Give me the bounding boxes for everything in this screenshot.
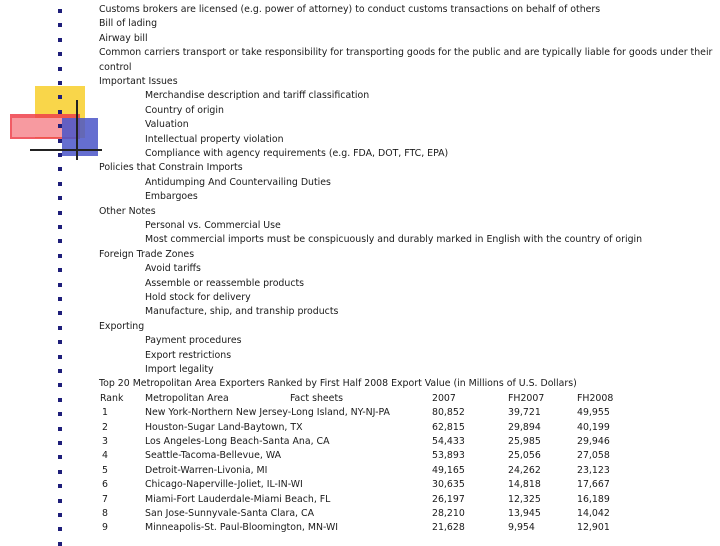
table-cell: 12,901 [577, 522, 610, 534]
item-text: Top 20 Metropolitan Area Exporters Ranked by First Half 2008 Export Value (in Millions of U.S. Dollars) [99, 378, 577, 390]
table-cell: 14,042 [577, 508, 610, 519]
table-cell: 24,262 [508, 464, 541, 476]
table-cell: 16,189 [577, 493, 610, 505]
table-cell: 49,955 [577, 407, 610, 419]
sub-item-text: Avoid tariffs [145, 263, 201, 275]
bullet-icon [58, 484, 62, 488]
bullet-icon [58, 369, 62, 373]
bullet-icon [58, 297, 62, 301]
table-cell: 26,197 [432, 493, 465, 505]
sub-item-text: Most commercial imports must be conspicuously and durably marked in English with the country of origin [145, 234, 643, 246]
table-cell: 2 [102, 421, 108, 433]
table-cell: 4 [102, 450, 108, 462]
sub-item-text: Personal vs. Commercial Use [145, 220, 281, 231]
table-cell: 7 [102, 493, 108, 505]
decorative-horizontal-line [30, 149, 102, 151]
table-cell: 53,893 [432, 450, 465, 462]
sub-item-text: Compliance with agency requirements (e.g. FDA, DOT, FTC, EPA) [145, 148, 449, 159]
bullet-icon [58, 225, 62, 229]
bullet-icon [58, 23, 62, 27]
table-cell: 30,635 [432, 479, 465, 491]
bullet-icon [58, 355, 62, 359]
table-cell: Houston-Sugar Land-Baytown, TX [145, 421, 303, 433]
sub-item-text: Manufacture, ship, and tranship products [145, 306, 339, 318]
table-cell: 29,894 [508, 421, 541, 433]
table-cell: Chicago-Naperville-Joliet, IL-IN-WI [145, 479, 303, 491]
bullet-icon [58, 139, 62, 143]
table-cell: 14,818 [508, 479, 541, 491]
bullet-icon [58, 182, 62, 186]
bullet-icon [58, 110, 62, 114]
bullet-icon [58, 398, 62, 402]
bullet-icon [58, 124, 62, 128]
table-cell: 6 [102, 479, 108, 491]
item-text: Bill of lading [99, 18, 158, 30]
item-text: Important Issues [99, 76, 178, 87]
bullet-icon [58, 326, 62, 330]
table-cell: Los Angeles-Long Beach-Santa Ana, CA [145, 436, 330, 447]
table-cell: 8 [102, 508, 108, 519]
table-cell: 54,433 [432, 436, 465, 447]
table-header-cell: FH2007 [508, 392, 545, 404]
table-cell: 21,628 [432, 522, 465, 534]
table-cell: 25,985 [508, 436, 541, 447]
bullet-icon [58, 9, 62, 13]
table-cell: San Jose-Sunnyvale-Santa Clara, CA [145, 508, 314, 519]
table-cell: 1 [102, 407, 108, 419]
bullet-icon [58, 283, 62, 287]
table-cell: 13,945 [508, 508, 541, 519]
table-header-cell: Metropolitan Area [145, 392, 229, 404]
table-cell: 29,946 [577, 436, 610, 447]
bullet-icon [58, 67, 62, 71]
sub-item-text: Assemble or reassemble products [145, 277, 305, 289]
item-text: Common carriers transport or take responsibility for transporting goods for the public and are typically liable for goods under their [99, 47, 713, 59]
table-cell: 27,058 [577, 450, 610, 462]
item-text: Foreign Trade Zones [99, 248, 195, 260]
table-cell: 25,056 [508, 450, 541, 462]
bullet-icon [58, 95, 62, 99]
table-header-cell: Fact sheets [290, 392, 344, 404]
bullet-icon [58, 499, 62, 503]
decorative-vertical-line [76, 100, 78, 160]
bullet-icon [58, 81, 62, 85]
bullet-icon [58, 470, 62, 474]
item-text: Policies that Constrain Imports [99, 162, 243, 174]
bullet-icon [58, 52, 62, 56]
bullet-icon [58, 441, 62, 445]
table-cell: 62,815 [432, 421, 465, 433]
item-text: Exporting [99, 320, 145, 332]
bullet-icon [58, 167, 62, 171]
bullet-icon [58, 383, 62, 387]
table-cell: 9 [102, 522, 108, 534]
sub-item-text: Intellectual property violation [145, 133, 284, 145]
table-header-cell: 2007 [432, 392, 456, 404]
sub-item-text: Payment procedures [145, 335, 242, 347]
table-cell: 23,123 [577, 464, 610, 476]
table-cell: Miami-Fort Lauderdale-Miami Beach, FL [145, 493, 331, 505]
bullet-icon [58, 427, 62, 431]
table-header-cell: FH2008 [577, 392, 614, 404]
bullet-icon [58, 153, 62, 157]
sub-item-text: Embargoes [145, 191, 198, 203]
table-cell: 40,199 [577, 421, 610, 433]
bullet-icon [58, 239, 62, 243]
table-cell: 28,210 [432, 508, 465, 519]
table-cell: 9,954 [508, 522, 535, 534]
table-cell: Seattle-Tacoma-Bellevue, WA [145, 450, 282, 462]
bullet-icon [58, 268, 62, 272]
sub-item-text: Merchandise description and tariff classification [145, 90, 370, 102]
table-cell: 39,721 [508, 407, 541, 419]
table-cell: 3 [102, 436, 108, 447]
table-cell: Detroit-Warren-Livonia, MI [145, 464, 268, 476]
table-cell: 5 [102, 464, 108, 476]
sub-item-text: Export restrictions [145, 349, 232, 361]
bullet-icon [58, 513, 62, 517]
table-cell: New York-Northern New Jersey-Long Island, NY-NJ-PA [145, 407, 390, 419]
bullet-icon [58, 455, 62, 459]
item-text: Airway bill [99, 32, 148, 44]
table-cell: 80,852 [432, 407, 465, 419]
bullet-icon [58, 527, 62, 531]
table-header-cell: Rank [100, 392, 124, 404]
item-text: control [99, 61, 132, 73]
bullet-icon [58, 542, 62, 546]
item-text: Other Notes [99, 205, 156, 217]
table-cell: 17,667 [577, 479, 610, 491]
bullet-icon [58, 254, 62, 258]
table-cell: 12,325 [508, 493, 541, 505]
sub-item-text: Country of origin [145, 104, 224, 116]
sub-item-text: Hold stock for delivery [145, 292, 251, 303]
bullet-icon [58, 211, 62, 215]
table-cell: 49,165 [432, 464, 465, 476]
table-cell: Minneapolis-St. Paul-Bloomington, MN-WI [145, 522, 339, 534]
bullet-icon [58, 340, 62, 344]
bullet-icon [58, 38, 62, 42]
bullet-icon [58, 196, 62, 200]
bullet-icon [58, 412, 62, 416]
sub-item-text: Antidumping And Countervailing Duties [145, 176, 331, 188]
sub-item-text: Valuation [145, 119, 189, 131]
bullet-icon [58, 311, 62, 315]
sub-item-text: Import legality [145, 364, 214, 375]
item-text: Customs brokers are licensed (e.g. power of attorney) to conduct customs transactions on behalf of others [99, 4, 601, 15]
